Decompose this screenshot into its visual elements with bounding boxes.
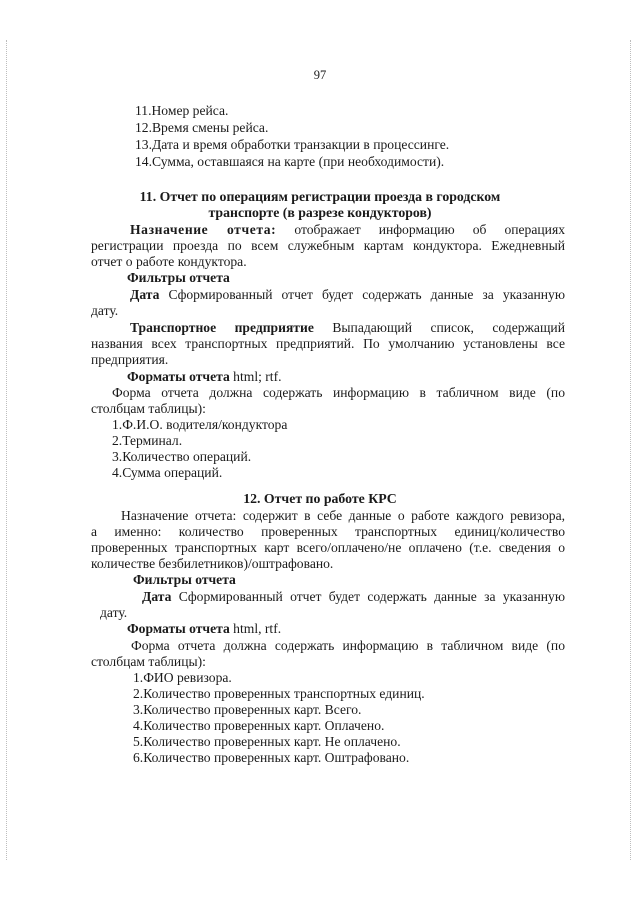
s11-formats-label: Форматы отчета (127, 369, 230, 384)
list-item: 6.Количество проверенных карт. Оштрафовано. (133, 750, 410, 765)
s11-enterprise-text: названия всех транспортных предприятий. По умолчанию установлены все (91, 336, 565, 351)
s11-form-text: Форма отчета должна содержать информацию в табличном виде (по (112, 385, 565, 400)
s12-purpose-text: проверенных транспортных карт всего/оплачено/не оплачено (т.е. сведения о (91, 540, 565, 555)
s12-date-text: дату. (100, 605, 128, 620)
scan-edge-right (630, 40, 631, 860)
s11-purpose-text: отчет о работе кондуктора. (91, 254, 247, 269)
s12-formats-label: Форматы отчета (127, 621, 230, 636)
s11-date-label: Дата (130, 287, 160, 302)
s11-filters-heading: Фильтры отчета (127, 270, 230, 285)
list-item: 13.Дата и время обработки транзакции в процессинге. (135, 137, 450, 152)
s11-enterprise-text: предприятия. (91, 352, 169, 367)
s12-filters-heading: Фильтры отчета (133, 572, 236, 587)
list-item: 4.Количество проверенных карт. Оплачено. (133, 718, 385, 733)
list-item: 14.Сумма, оставшаяся на карте (при необходимости). (135, 154, 445, 169)
list-item: 1.Ф.И.О. водителя/кондуктора (112, 417, 288, 432)
section-12-title: 12. Отчет по работе КРС (243, 491, 397, 506)
list-item: 5.Количество проверенных карт. Не оплачено. (133, 734, 401, 749)
s11-purpose-label: Назначение отчета: (130, 222, 277, 237)
s11-formats-value: html; rtf. (233, 369, 282, 384)
s12-form-text: столбцам таблицы): (91, 654, 206, 669)
section-11-title: 11. Отчет по операциям регистрации проезда в городском (139, 189, 501, 204)
scan-edge-left (6, 40, 7, 860)
s11-purpose-text: регистрации проезда по всем служебным картам кондуктора. Ежедневный (91, 238, 565, 253)
s12-purpose-text: Назначение отчета: содержит в себе данные о работе каждого ревизора, (121, 508, 565, 523)
s12-date-filter: Дата Сформированный отчет будет содержать данные за указанную (142, 589, 565, 604)
list-item: 12.Время смены рейса. (135, 120, 269, 135)
list-item: 1.ФИО ревизора. (133, 670, 232, 685)
s11-form-text: столбцам таблицы): (91, 401, 206, 416)
s12-purpose-text: количестве безбилетников)/оштрафовано. (91, 556, 334, 571)
s12-formats-value: html, rtf. (233, 621, 282, 636)
s11-date-filter: Дата Сформированный отчет будет содержать данные за указанную (130, 287, 565, 302)
s12-date-label: Дата (142, 589, 172, 604)
list-item: 3.Количество операций. (112, 449, 252, 464)
list-item: 3.Количество проверенных карт. Всего. (133, 702, 362, 717)
s11-purpose-line: Назначение отчета: отображает информацию об операциях (130, 222, 565, 237)
s12-purpose-text: а именно: количество проверенных транспортных единиц/количество (91, 524, 565, 539)
list-item: 11.Номер рейса. (135, 103, 229, 118)
list-item: 4.Сумма операций. (112, 465, 223, 480)
s11-date-text: дату. (91, 303, 119, 318)
list-item: 2.Количество проверенных транспортных единиц. (133, 686, 425, 701)
s12-formats (127, 621, 281, 637)
list-item: 2.Терминал. (112, 433, 183, 448)
section-11-title-cont: транспорте (в разрезе кондукторов) (208, 205, 432, 220)
page-number: 97 (313, 68, 327, 82)
s12-form-text: Форма отчета должна содержать информацию в табличном виде (по (131, 638, 565, 653)
s11-enterprise-filter: Транспортное предприятие Выпадающий список, содержащий (130, 320, 565, 335)
s11-formats (127, 369, 282, 385)
s11-enterprise-label: Транспортное предприятие (130, 320, 314, 335)
